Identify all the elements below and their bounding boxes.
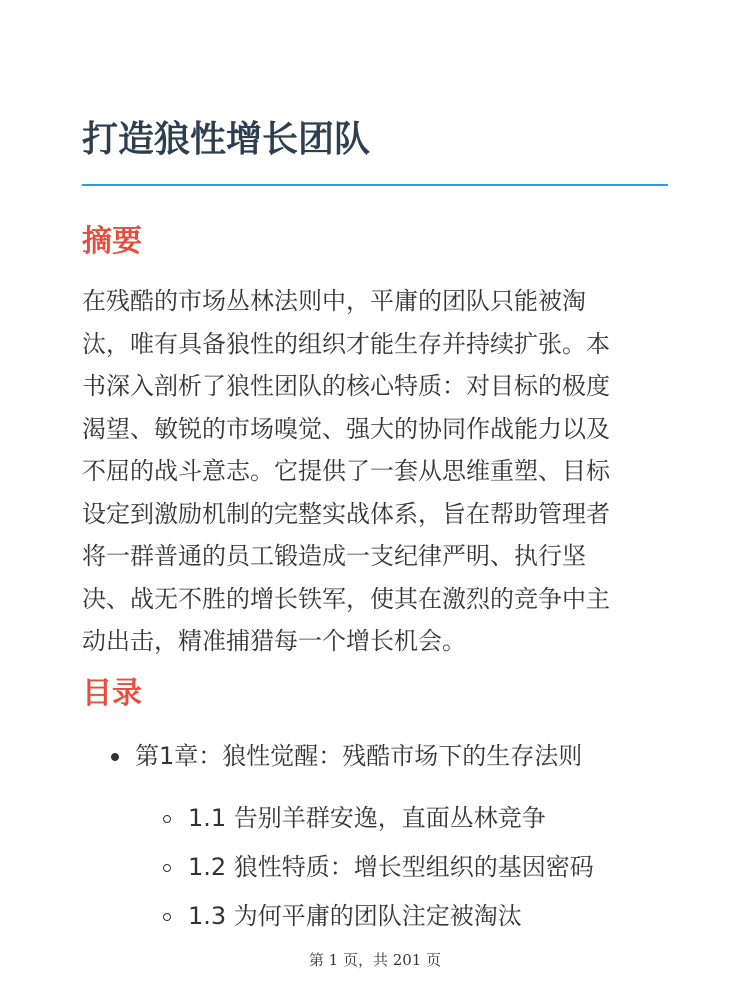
toc-section-label: 1.3 为何平庸的团队注定被淘汰 [188, 902, 522, 930]
toc-section-label: 1.2 狼性特质：增长型组织的基因密码 [188, 853, 594, 881]
abstract-paragraph [82, 280, 672, 663]
bullet-circle-icon [163, 815, 171, 823]
toc-chapter-label: 第1章：狼性觉醒：残酷市场下的生存法则 [135, 742, 583, 770]
table-of-contents [82, 732, 682, 941]
toc-section-label: 1.1 告别羊群安逸，直面丛林竞争 [188, 804, 546, 832]
document-title: 打造狼性增长团队 [82, 119, 371, 160]
abstract-line: 不屈的战斗意志。它提供了一套从思维重塑、目标 [82, 457, 610, 485]
bullet-disc-icon [111, 753, 119, 761]
abstract-line: 在残酷的市场丛林法则中，平庸的团队只能被淘 [82, 287, 586, 315]
abstract-line: 设定到激励机制的完整实战体系，旨在帮助管理者 [82, 499, 610, 528]
bullet-circle-icon [163, 913, 171, 921]
bullet-circle-icon [163, 864, 171, 872]
summary-heading: 摘要 [82, 224, 142, 259]
abstract-line: 动出击，精准捕猎每一个增长机会。 [82, 627, 466, 655]
page-number-footer: 第 1 页，共 201 页 [308, 951, 442, 969]
toc-section-item [82, 843, 682, 892]
abstract-line: 渴望、敏锐的市场嗅觉、强大的协同作战能力以及 [82, 414, 610, 443]
toc-heading: 目录 [82, 676, 142, 711]
toc-section-list [82, 794, 682, 941]
toc-section-item [82, 794, 682, 843]
toc-chapter-item [82, 732, 682, 780]
abstract-line: 决、战无不胜的增长铁军，使其在激烈的竞争中主 [82, 584, 610, 613]
title-divider [82, 184, 668, 186]
abstract-line: 将一群普通的员工锻造成一支纪律严明、执行坚 [82, 542, 586, 570]
abstract-line: 汰，唯有具备狼性的组织才能生存并持续扩张。本 [82, 329, 610, 358]
toc-section-item [82, 892, 682, 941]
abstract-line: 书深入剖析了狼性团队的核心特质：对目标的极度 [82, 372, 610, 400]
toc-sections-container [82, 794, 682, 941]
